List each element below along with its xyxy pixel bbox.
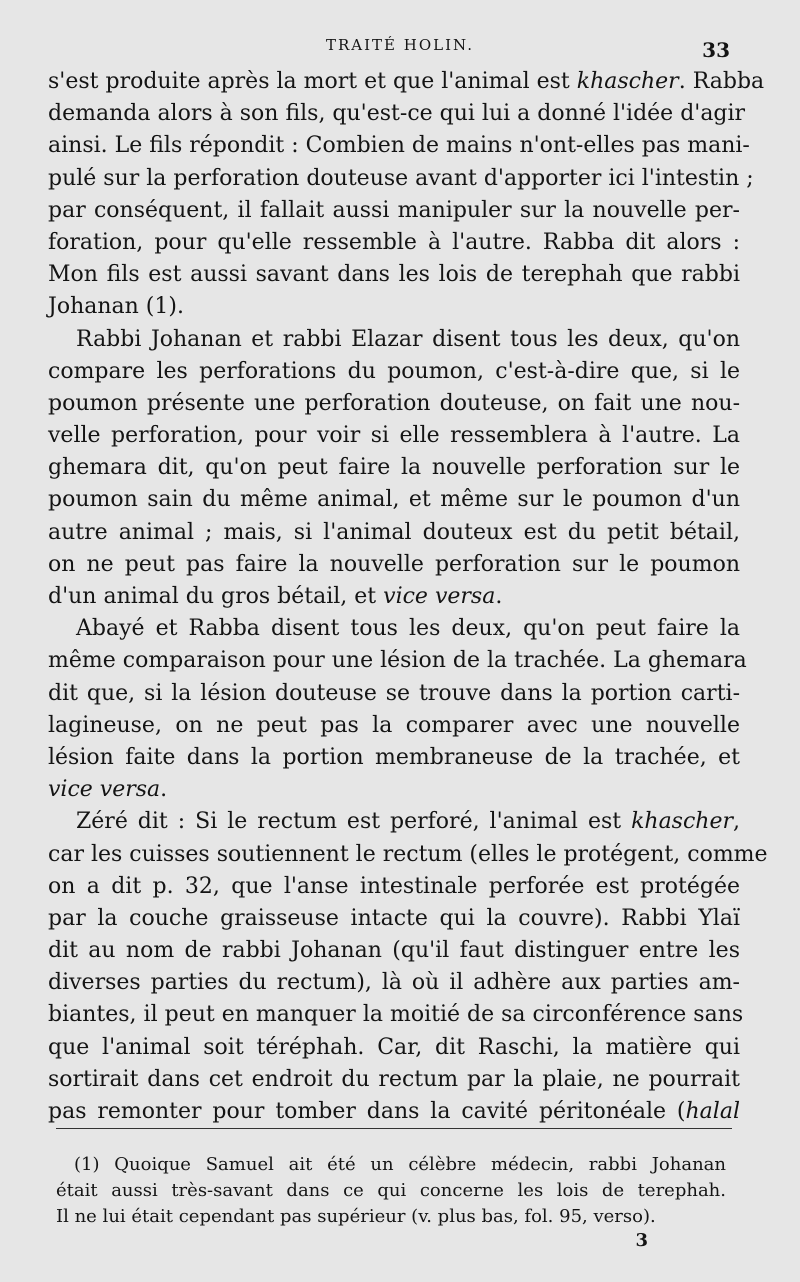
footnote-line: Il ne lui était cependant pas supérieur (v. plus bas, fol. 95, verso).: [56, 1206, 656, 1227]
text-line: dit au nom de rabbi Johanan (qu'il faut distinguer entre les: [48, 938, 740, 964]
footnote-line: était aussi très-savant dans ce qui concerne les lois de terephah.: [56, 1180, 726, 1201]
text-line: lésion faite dans la portion membraneuse de la trachée, et: [48, 744, 740, 770]
text-line: Abayé et Rabba disent tous les deux, qu'on peut faire la: [76, 616, 740, 642]
body-text: [48, 66, 768, 1128]
text-line: d'un animal du gros bétail, et vice versa.: [48, 584, 503, 609]
text-line: Johanan (1).: [48, 294, 184, 320]
text-line: autre animal ; mais, si l'animal douteux est du petit bétail,: [48, 519, 740, 545]
text-line: Mon fils est aussi savant dans les lois de terephah que rabbi: [48, 262, 740, 288]
text-line: s'est produite après la mort et que l'animal est khascher. Rabba: [48, 69, 765, 94]
text-line: on a dit p. 32, que l'anse intestinale perforée est protégée: [48, 873, 740, 899]
text-line: ghemara dit, qu'on peut faire la nouvelle perforation sur le: [48, 455, 740, 481]
text-line: Rabbi Johanan et rabbi Elazar disent tous les deux, qu'on: [76, 326, 740, 352]
text-line: poumon sain du même animal, et même sur le poumon d'un: [48, 487, 740, 513]
text-line: même comparaison pour une lésion de la trachée. La ghemara: [48, 648, 747, 674]
text-line: on ne peut pas faire la nouvelle perforation sur le poumon: [48, 551, 740, 577]
text-line: par conséquent, il fallait aussi manipuler sur la nouvelle per-: [48, 197, 740, 223]
running-title: TRAITÉ HOLIN.: [326, 36, 474, 54]
text-line: lagineuse, on ne peut pas la comparer avec une nouvelle: [48, 712, 740, 738]
text-line: compare les perforations du poumon, c'est-à-dire que, si le: [48, 358, 740, 384]
text-line: demanda alors à son fils, qu'est-ce qui lui a donné l'idée d'agir: [48, 101, 746, 127]
text-line: que l'animal soit téréphah. Car, dit Raschi, la matière qui: [48, 1034, 740, 1060]
text-line: biantes, il peut en manquer la moitié de sa circonférence sans: [48, 1002, 744, 1028]
text-line: vice versa.: [48, 777, 168, 803]
text-line: poumon présente une perforation douteuse, on fait une nou-: [48, 390, 740, 416]
page-header: [0, 32, 800, 62]
text-line: diverses parties du rectum), là où il adhère aux parties am-: [48, 970, 740, 996]
text-line: par la couche graisseuse intacte qui la couvre). Rabbi Ylaï: [48, 905, 740, 931]
signature-mark: 3: [635, 1230, 648, 1251]
text-line: dit que, si la lésion douteuse se trouve dans la portion carti-: [48, 680, 740, 706]
text-line: sortirait dans cet endroit du rectum par la plaie, ne pourrait: [48, 1066, 740, 1092]
text-line: ainsi. Le fils répondit : Combien de mains n'ont-elles pas mani-: [48, 133, 750, 159]
page-number: 33: [702, 38, 730, 62]
text-line: velle perforation, pour voir si elle ressemblera à l'autre. La: [48, 423, 740, 449]
text-line: Zéré dit : Si le rectum est perforé, l'animal est khascher,: [76, 809, 740, 835]
text-line: car les cuisses soutiennent le rectum (elles le protégent, comme: [48, 841, 768, 867]
footnote: [56, 1152, 726, 1230]
text-line: pas remonter pour tomber dans la cavité péritonéale (halal: [48, 1099, 740, 1124]
text-line: pulé sur la perforation douteuse avant d'apporter ici l'intestin ;: [48, 165, 754, 191]
text-line: foration, pour qu'elle ressemble à l'autre. Rabba dit alors :: [48, 229, 740, 255]
footnote-line: (1) Quoique Samuel ait été un célèbre médecin, rabbi Johanan: [74, 1154, 726, 1175]
footnote-rule: [56, 1128, 732, 1129]
